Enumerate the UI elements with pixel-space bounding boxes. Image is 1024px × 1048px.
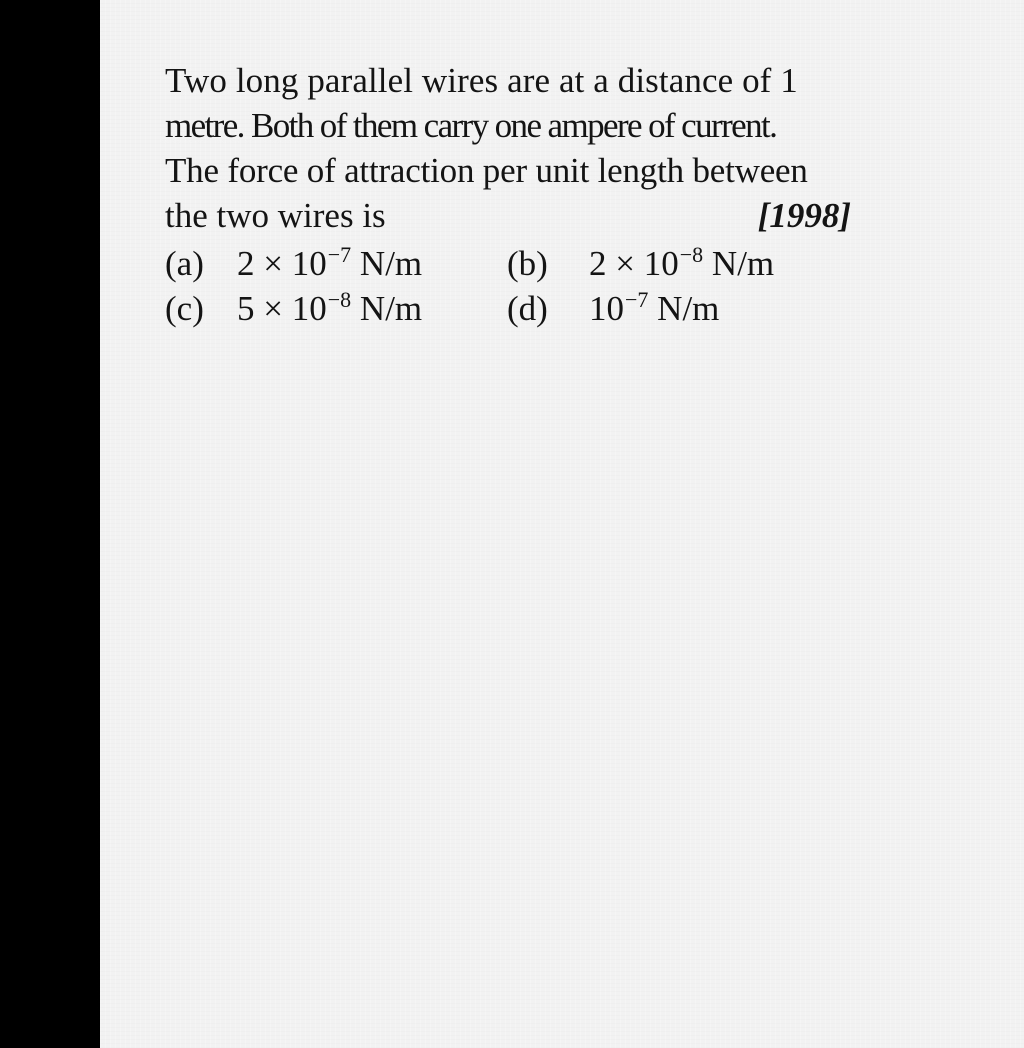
option-label: (c): [165, 289, 204, 328]
option-label: (d): [507, 289, 548, 328]
option-value: $2 \times 10^{-7}$ N/m: [237, 242, 423, 283]
option-value: $5 \times 10^{-8}$ N/m: [237, 287, 423, 328]
option-label: (b): [507, 244, 548, 283]
option-value: $10^{-7}$ N/m: [589, 287, 720, 328]
question-line: the two wires is: [165, 196, 386, 235]
left-black-border: [0, 0, 100, 1048]
question-text: [165, 58, 855, 238]
question-line: metre. Both of them carry one ampere of current.: [165, 106, 777, 145]
question-line: The force of attraction per unit length between: [165, 151, 808, 190]
year-tag: [1998]: [757, 196, 851, 235]
option-value: $2 \times 10^{-8}$ N/m: [589, 242, 775, 283]
option-label: (a): [165, 244, 204, 283]
question-line: Two long parallel wires are at a distance of 1: [165, 61, 798, 100]
question-page: [100, 0, 1024, 1048]
